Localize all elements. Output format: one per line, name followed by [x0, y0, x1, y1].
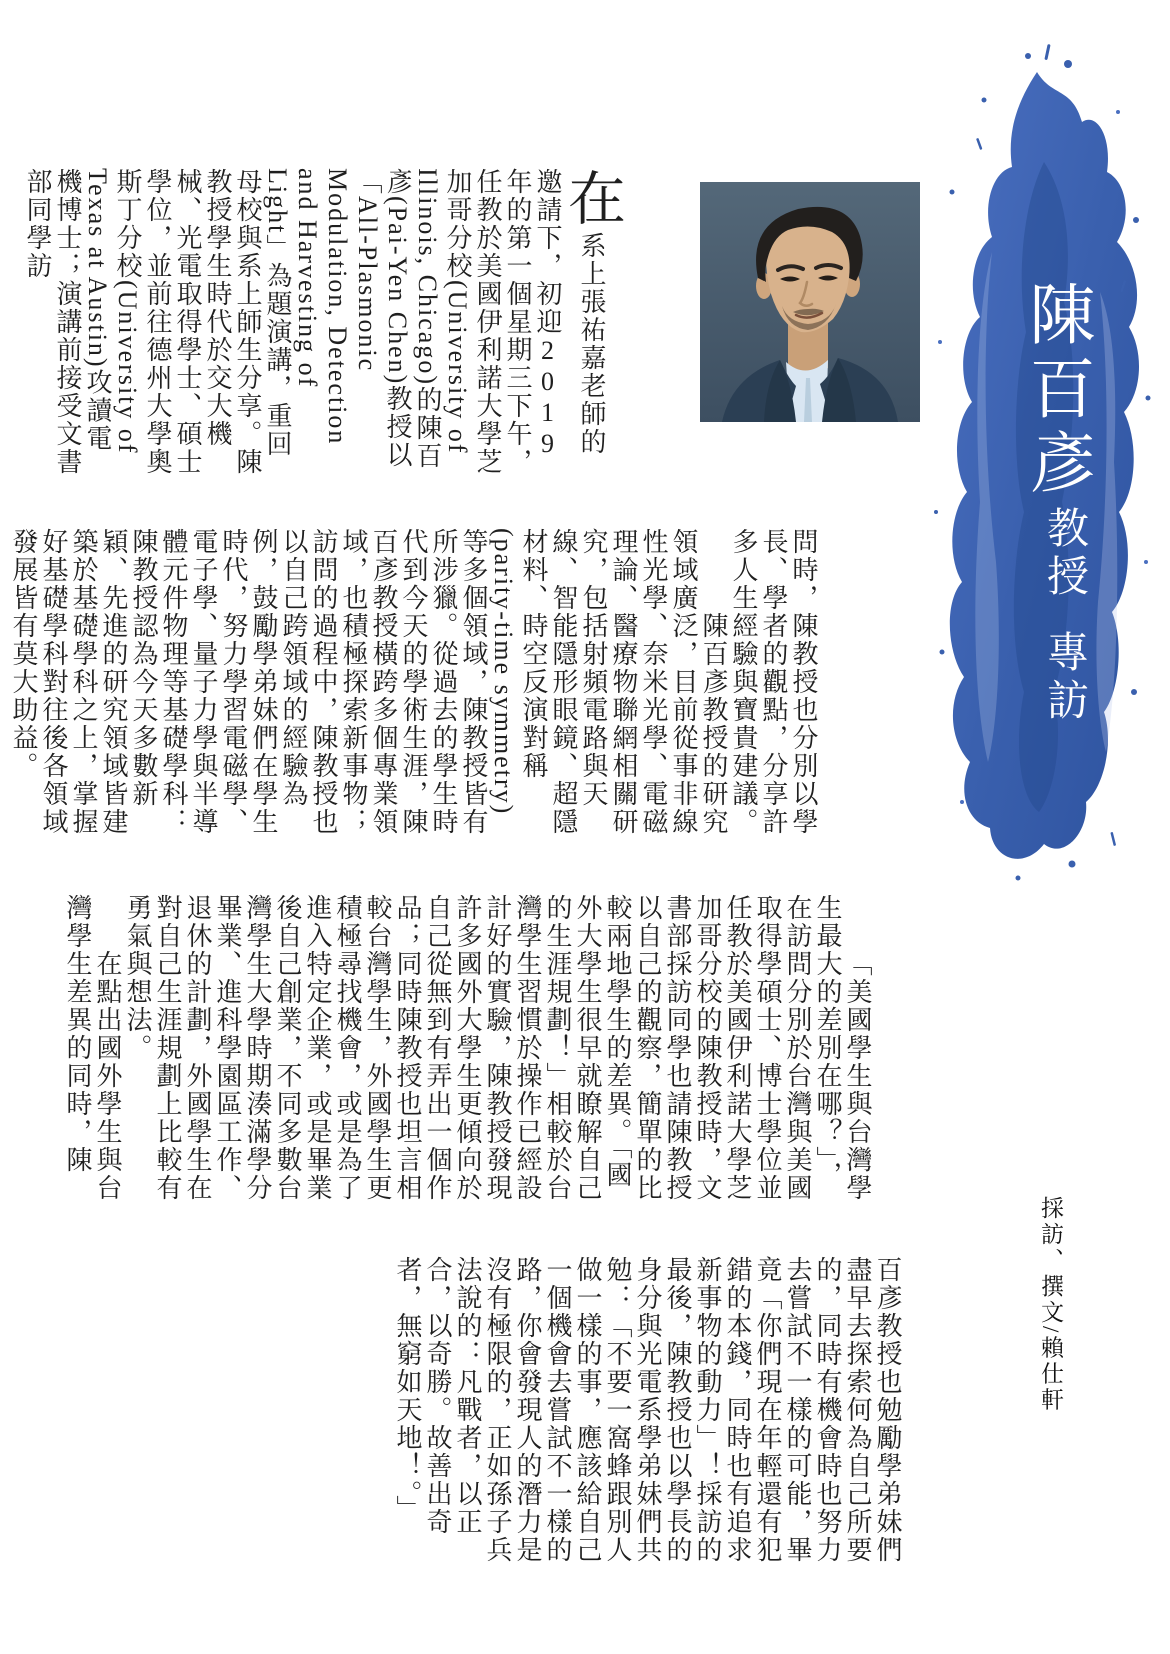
paragraph-encouragement: 百彥教授也勉勵學弟妹們盡早去探索何為自己所要的，同時有機會時也努力去嘗試不一樣的可能，畢竟「你們現在年輕還有犯錯的本錢，同時也有追求新事物的動力」！採訪的最後，陳教授也以學長的身分與光電系學弟妹們共勉：「不要一窩蜂跟別人做一樣的事，應該給自己一個機會去嘗試不一樣的路，你會發現人的潛力是沒有極限的，正如孫子兵法說的：凡戰者，以正合，以奇勝。故善出奇者，無窮如天地！。」 — [393, 1256, 902, 1564]
banner-professor-name: 陳百彥 — [1019, 280, 1092, 502]
paragraph-text-lead: 系上張祐嘉老師的邀請下，初迎 — [533, 168, 606, 456]
dropcap-character: 在 — [559, 168, 624, 232]
article-block-2 — [8, 528, 818, 838]
article-block-3 — [62, 894, 872, 1204]
banner-interview-label: 專訪 — [1041, 630, 1087, 726]
paragraph-research: 陳百彥教授的研究領域廣泛，目前從事非線性光學、奈米光學、電磁理論、醫療物聯網相關研究，包括射頻電路與天線、智能隱形眼鏡、超隱材料、時空反演對稱(parity-time symmetry)等多個領域，陳教授皆有所涉獵。從過去的學生時代到今天的學術生涯，陳百彥教授橫跨多個專業領域，也積極探索新事物；訪問的過程中，陳教授也以自己跨領域的經驗為例，鼓勵學弟妹們在學生時代，努力學習電磁學、電子學、量子力學與半導體元件物理等基礎學科：陳教授認為今天多數新穎、先進的研究領域皆建築於基礎學科之上，掌握好基礎學科對往後各領域發展皆有莫大助益。 — [9, 528, 728, 836]
paragraph-students-comparison: 「美國學生與台灣學生最大的差別在哪？」，在訪問分別於台灣與美國取得學碩士、博士學位並任教於美國伊利諾大學芝加哥分校的陳教授時，文書部採訪同學也請陳教授以自己的觀察，簡單的比較兩地學生的差異。「國外大學生很早就瞭解自己的生涯規劃！」相較於台灣學生習慣於操作已經設計好的實驗，陳教授發現許多國外大學生更傾向於自己從無到有弄出一個作品；同時陳教授也坦言相較台灣學生，外國學生更積極尋找機會，或是為了進入特定企業，或是畢業後自己創業，不同多數台灣學生大學時期湊滿學分畢業、進科學園區工作、退休的計劃，外國學生在對自己生涯規劃上比較有勇氣與想法。 — [123, 894, 872, 1202]
article-paragraph — [22, 168, 624, 478]
year-digits: 2019 — [533, 336, 562, 460]
credit-line: 採訪、撰文/賴仕軒 — [1038, 1196, 1063, 1414]
paragraph-transition: 在點出國外學生與台灣學生差異的同時，陳 — [63, 894, 122, 1202]
article-block-1 — [22, 168, 624, 478]
paragraph-continuation: 問時，陳教授也分別以學長、學者的觀點，分享許多人生經驗與寶貴建議。 — [729, 528, 818, 836]
paragraph-text-rest: 年的第一個星期三下午，任教於美國伊利諾大學芝加哥分校(University of Illinois, Chicago)的陳百彥(Pai-Yen Chen)教授以「All-Plasmonic Modulation, Detection and Harvesting of Light」為題演講，重回母校與系上師生分享。陳教授學生時代於交大機械、光電取得學士、碩士學位，並前往德州大學奧斯丁分校(University of Texas at Austin)攻讀電機博士；演講前接受文書部同學訪 — [23, 168, 532, 476]
professor-portrait-photo — [700, 182, 920, 422]
banner-professor-title: 教授 — [1041, 506, 1087, 602]
article-block-4 — [392, 1256, 902, 1566]
